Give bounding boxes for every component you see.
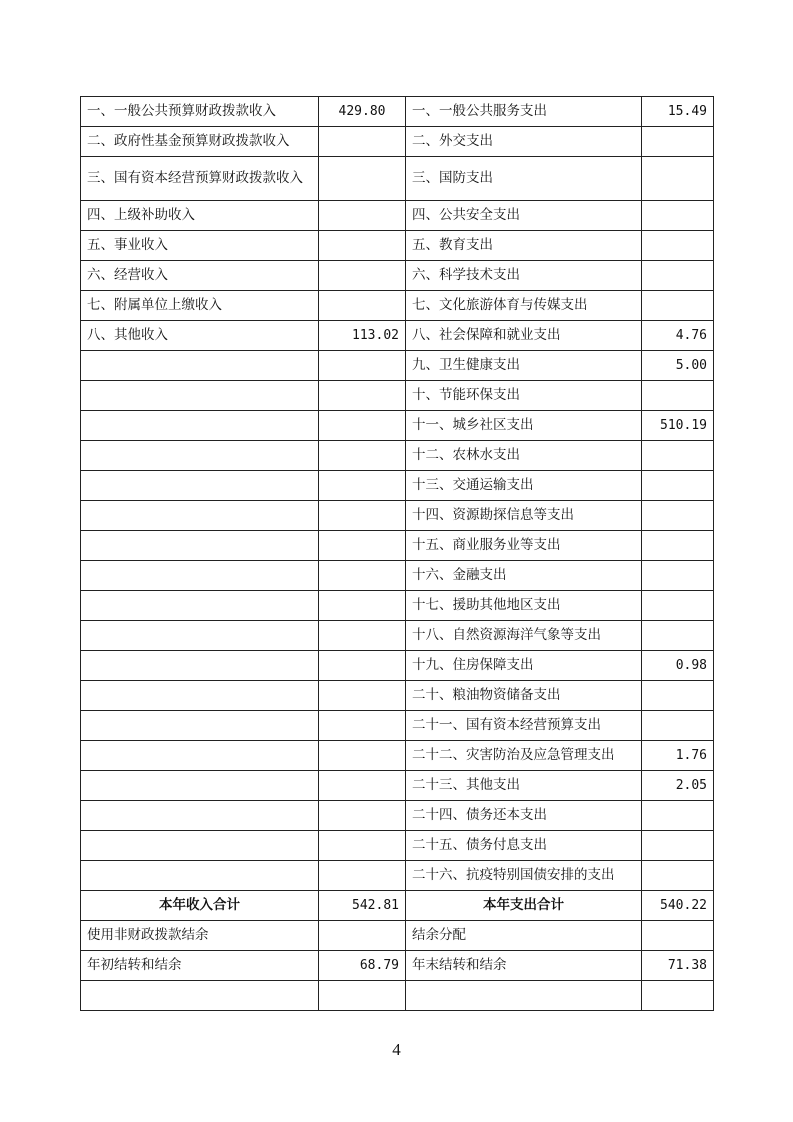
- expense-item: 十、节能环保支出: [406, 381, 642, 411]
- income-item: 一、一般公共预算财政拨款收入: [81, 97, 319, 127]
- expense-item: 十三、交通运输支出: [406, 471, 642, 501]
- expense-value: [642, 441, 714, 471]
- table-row: [81, 97, 714, 127]
- expense-item: 十八、自然资源海洋气象等支出: [406, 621, 642, 651]
- income-value: [319, 381, 406, 411]
- income-item: [81, 741, 319, 771]
- income-value: [319, 531, 406, 561]
- income-value: [319, 651, 406, 681]
- table-row: [81, 127, 714, 157]
- table-row: [81, 441, 714, 471]
- income-value: [319, 441, 406, 471]
- expense-value: [642, 291, 714, 321]
- income-item: 六、经营收入: [81, 261, 319, 291]
- income-item: 七、附属单位上缴收入: [81, 291, 319, 321]
- income-value: [319, 771, 406, 801]
- income-value: [319, 351, 406, 381]
- income-value: [319, 981, 406, 1011]
- expense-item: 三、国防支出: [406, 157, 642, 201]
- income-item: 五、事业收入: [81, 231, 319, 261]
- income-value: [319, 621, 406, 651]
- income-item: 二、政府性基金预算财政拨款收入: [81, 127, 319, 157]
- income-item: [81, 801, 319, 831]
- expense-value: [642, 591, 714, 621]
- income-item: [81, 831, 319, 861]
- income-value: [319, 411, 406, 441]
- income-item: [81, 351, 319, 381]
- totals-row: [81, 891, 714, 921]
- table-row: [81, 711, 714, 741]
- expense-value: 71.38: [642, 951, 714, 981]
- income-item: 年初结转和结余: [81, 951, 319, 981]
- table-row: [81, 157, 714, 201]
- table-row: [81, 981, 714, 1011]
- expense-value: [642, 981, 714, 1011]
- income-value: [319, 741, 406, 771]
- table-row: [81, 351, 714, 381]
- expense-item: [406, 981, 642, 1011]
- income-value: [319, 561, 406, 591]
- income-value: [319, 681, 406, 711]
- income-total-label: 本年收入合计: [81, 891, 319, 921]
- income-value: [319, 921, 406, 951]
- income-item: [81, 621, 319, 651]
- income-value: [319, 501, 406, 531]
- income-item: [81, 861, 319, 891]
- table-row: [81, 801, 714, 831]
- income-value: [319, 127, 406, 157]
- expense-item: 二十、粮油物资储备支出: [406, 681, 642, 711]
- expense-total-label: 本年支出合计: [406, 891, 642, 921]
- expense-value: 4.76: [642, 321, 714, 351]
- expense-value: [642, 127, 714, 157]
- income-value: [319, 861, 406, 891]
- income-item: [81, 501, 319, 531]
- expense-value: 0.98: [642, 651, 714, 681]
- income-value: 113.02: [319, 321, 406, 351]
- expense-total-value: 540.22: [642, 891, 714, 921]
- expense-value: [642, 501, 714, 531]
- expense-item: 十四、资源勘探信息等支出: [406, 501, 642, 531]
- income-value: [319, 471, 406, 501]
- expense-value: [642, 681, 714, 711]
- income-value: [319, 157, 406, 201]
- income-value: 429.80: [319, 97, 406, 127]
- expense-item: 十五、商业服务业等支出: [406, 531, 642, 561]
- expense-value: [642, 921, 714, 951]
- table-row: [81, 621, 714, 651]
- expense-value: [642, 831, 714, 861]
- expense-item: 一、一般公共服务支出: [406, 97, 642, 127]
- table-row: [81, 591, 714, 621]
- expense-value: 5.00: [642, 351, 714, 381]
- expense-value: 510.19: [642, 411, 714, 441]
- table-row: [81, 291, 714, 321]
- expense-item: 十一、城乡社区支出: [406, 411, 642, 441]
- table-row: [81, 681, 714, 711]
- table-row: [81, 651, 714, 681]
- income-item: 使用非财政拨款结余: [81, 921, 319, 951]
- expense-value: [642, 261, 714, 291]
- income-item: [81, 711, 319, 741]
- table-row: [81, 231, 714, 261]
- income-item: [81, 591, 319, 621]
- expense-value: 2.05: [642, 771, 714, 801]
- expense-item: 二十三、其他支出: [406, 771, 642, 801]
- table-row: [81, 261, 714, 291]
- expense-value: 1.76: [642, 741, 714, 771]
- expense-item: 结余分配: [406, 921, 642, 951]
- table-row: [81, 831, 714, 861]
- table-row: [81, 951, 714, 981]
- expense-value: [642, 381, 714, 411]
- expense-item: 十七、援助其他地区支出: [406, 591, 642, 621]
- table-row: [81, 381, 714, 411]
- income-total-value: 542.81: [319, 891, 406, 921]
- expense-item: 二十六、抗疫特别国债安排的支出: [406, 861, 642, 891]
- income-value: 68.79: [319, 951, 406, 981]
- income-item: 四、上级补助收入: [81, 201, 319, 231]
- income-item: [81, 441, 319, 471]
- table-row: [81, 561, 714, 591]
- expense-value: [642, 711, 714, 741]
- income-item: [81, 681, 319, 711]
- income-value: [319, 591, 406, 621]
- expense-value: [642, 531, 714, 561]
- income-value: [319, 831, 406, 861]
- income-item: 三、国有资本经营预算财政拨款收入: [81, 157, 319, 201]
- table-row: [81, 531, 714, 561]
- expense-value: [642, 201, 714, 231]
- income-expense-table: [80, 96, 714, 1011]
- income-item: [81, 651, 319, 681]
- income-item: [81, 561, 319, 591]
- income-value: [319, 261, 406, 291]
- expense-item: 二、外交支出: [406, 127, 642, 157]
- page-number: 4: [392, 1040, 401, 1059]
- expense-value: [642, 621, 714, 651]
- table-row: [81, 771, 714, 801]
- table-row: [81, 471, 714, 501]
- income-value: [319, 201, 406, 231]
- expense-value: [642, 801, 714, 831]
- table-row: [81, 921, 714, 951]
- expense-item: 五、教育支出: [406, 231, 642, 261]
- expense-value: 15.49: [642, 97, 714, 127]
- expense-value: [642, 561, 714, 591]
- table-row: [81, 201, 714, 231]
- income-item: [81, 471, 319, 501]
- expense-value: [642, 157, 714, 201]
- expense-item: 四、公共安全支出: [406, 201, 642, 231]
- expense-item: 二十二、灾害防治及应急管理支出: [406, 741, 642, 771]
- income-value: [319, 291, 406, 321]
- income-item: [81, 381, 319, 411]
- table-row: [81, 321, 714, 351]
- expense-item: 十九、住房保障支出: [406, 651, 642, 681]
- income-value: [319, 231, 406, 261]
- table-row: [81, 861, 714, 891]
- expense-item: 十二、农林水支出: [406, 441, 642, 471]
- table-row: [81, 741, 714, 771]
- income-item: [81, 531, 319, 561]
- income-value: [319, 711, 406, 741]
- table-row: [81, 501, 714, 531]
- expense-value: [642, 471, 714, 501]
- income-item: [81, 411, 319, 441]
- income-item: [81, 981, 319, 1011]
- income-value: [319, 801, 406, 831]
- expense-item: 二十一、国有资本经营预算支出: [406, 711, 642, 741]
- expense-item: 二十四、债务还本支出: [406, 801, 642, 831]
- expense-item: 八、社会保障和就业支出: [406, 321, 642, 351]
- expense-value: [642, 231, 714, 261]
- expense-item: 六、科学技术支出: [406, 261, 642, 291]
- expense-value: [642, 861, 714, 891]
- income-item: 八、其他收入: [81, 321, 319, 351]
- expense-item: 年末结转和结余: [406, 951, 642, 981]
- expense-item: 七、文化旅游体育与传媒支出: [406, 291, 642, 321]
- expense-item: 九、卫生健康支出: [406, 351, 642, 381]
- table-row: [81, 411, 714, 441]
- expense-item: 二十五、债务付息支出: [406, 831, 642, 861]
- expense-item: 十六、金融支出: [406, 561, 642, 591]
- income-item: [81, 771, 319, 801]
